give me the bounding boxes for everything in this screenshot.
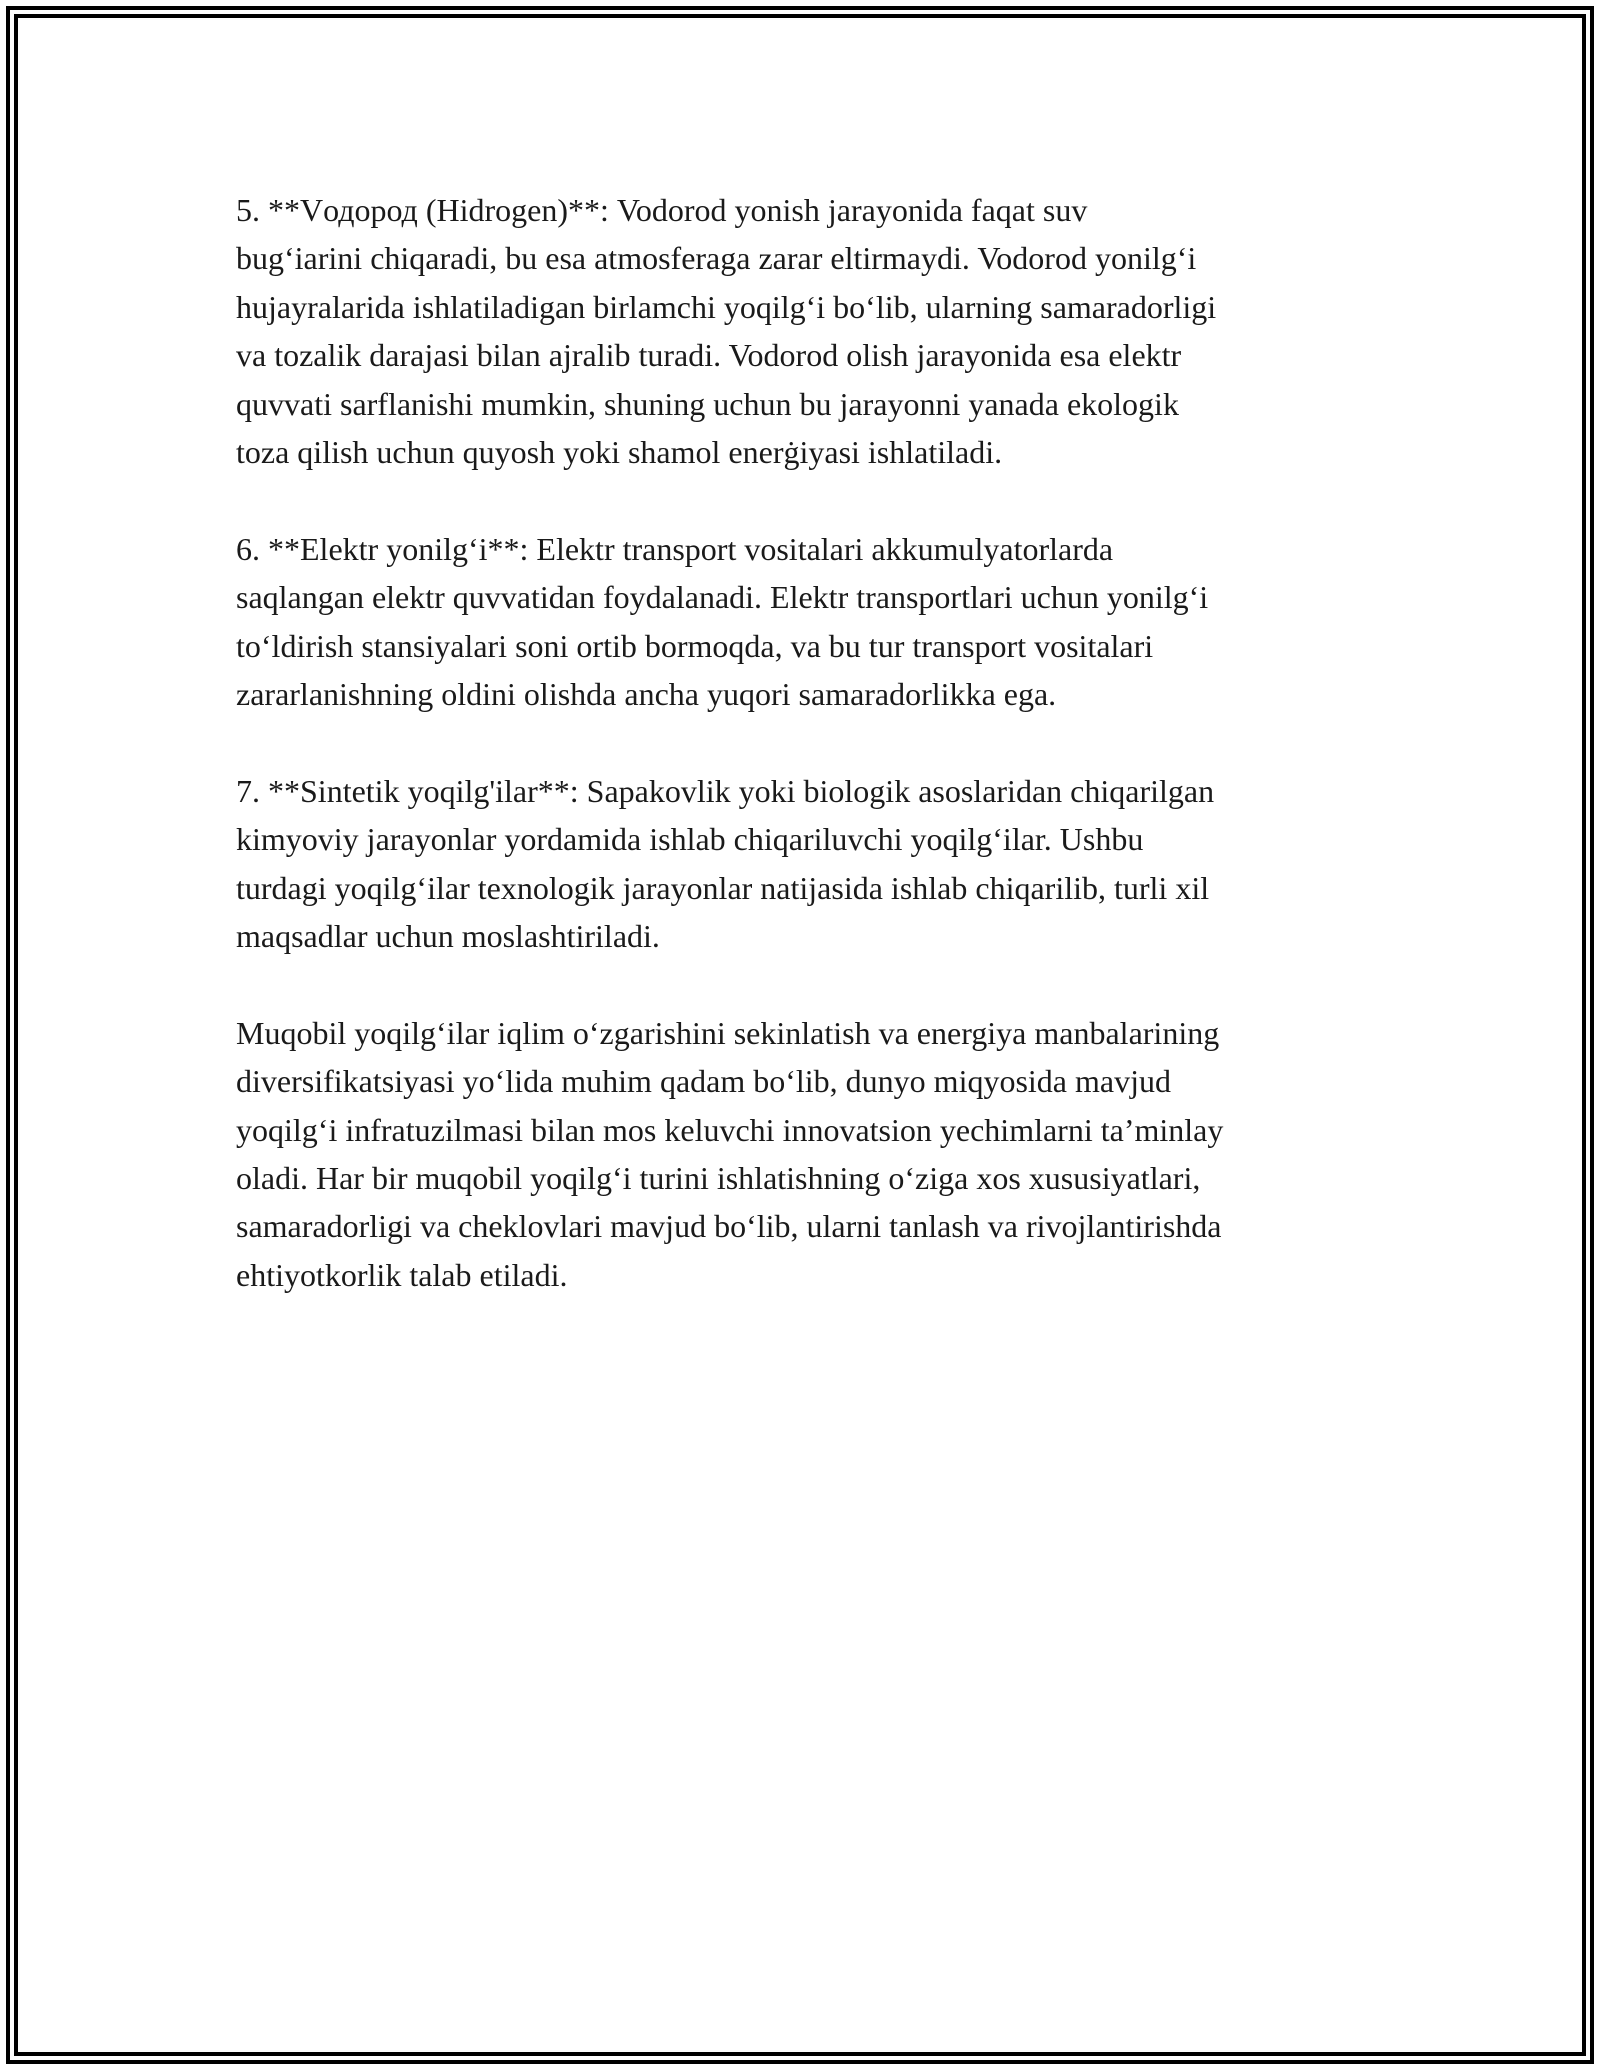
- text-line: yoqilg‘i infratuzilmasi bilan mos keluvchi innovatsion yechimlarni ta’minlay: [236, 1111, 1224, 1148]
- text-line: saqlangan elektr quvvatidan foydalanadi. Elektr transportlari uchun yonilg‘i: [236, 579, 1209, 616]
- text-line: ehtiyotkorlik talab etiladi.: [236, 1256, 568, 1293]
- text-line: kimyoviy jarayonlar yordamida ishlab chiqariluvchi yoqilg‘ilar. Ushbu: [236, 821, 1144, 858]
- text-line: oladi. Har bir muqobil yoqilg‘i turini ishlatishning o‘ziga xos xususiyatlari,: [236, 1160, 1201, 1197]
- text-line: maqsadlar uchun moslashtiriladi.: [236, 918, 660, 955]
- text-line: toza qilish uchun quyosh yoki shamol enerġiyasi ishlatiladi.: [236, 434, 1003, 471]
- text-line: Muqobil yoqilg‘ilar iqlim o‘zgarishini sekinlatish va energiya manbalarining: [236, 1014, 1220, 1051]
- text-line: diversifikatsiyasi yo‘lida muhim qadam bo‘lib, dunyo miqyosida mavjud: [236, 1063, 1171, 1100]
- text-line: bug‘iarini chiqaradi, bu esa atmosferaga zarar eltirmaydi. Vodorod yonilg‘i: [236, 240, 1197, 277]
- text-line: 6. **Elektr yonilg‘i**: Elektr transport vositalari akkumulyatorlarda: [236, 530, 1114, 567]
- text-line: quvvati sarflanishi mumkin, shuning uchun bu jarayonni yanada ekologik: [236, 385, 1179, 422]
- paragraph-synthetic: [236, 767, 1386, 961]
- text-line: turdagi yoqilg‘ilar texnologik jarayonlar natijasida ishlab chiqarilib, turli xil: [236, 869, 1210, 906]
- text-line: hujayralarida ishlatiladigan birlamchi yoqilg‘i bo‘lib, ularning samaradorligi: [236, 288, 1217, 325]
- document-body: [236, 186, 1386, 1348]
- paragraph-hydrogen: [236, 186, 1386, 476]
- text-line: zararlanishning oldini olishda ancha yuqori samaradorlikka ega.: [236, 676, 1057, 713]
- paragraph-conclusion: [236, 1009, 1386, 1299]
- paragraph-electric: [236, 525, 1386, 719]
- text-line: 5. **Vодород (Hidrogen)**: Vodorod yonish jarayonida faqat suv: [236, 192, 1088, 228]
- text-line: 7. **Sintetik yoqilg'ilar**: Sapakovlik yoki biologik asoslaridan chiqarilgan: [236, 772, 1215, 809]
- text-line: to‘ldirish stansiyalari soni ortib bormoqda, va bu tur transport vositalari: [236, 627, 1154, 664]
- text-line: va tozalik darajasi bilan ajralib turadi. Vodorod olish jarayonida esa elektr: [236, 337, 1182, 374]
- text-line: samaradorligi va cheklovlari mavjud bo‘lib, ularni tanlash va rivojlantirishda: [236, 1208, 1222, 1245]
